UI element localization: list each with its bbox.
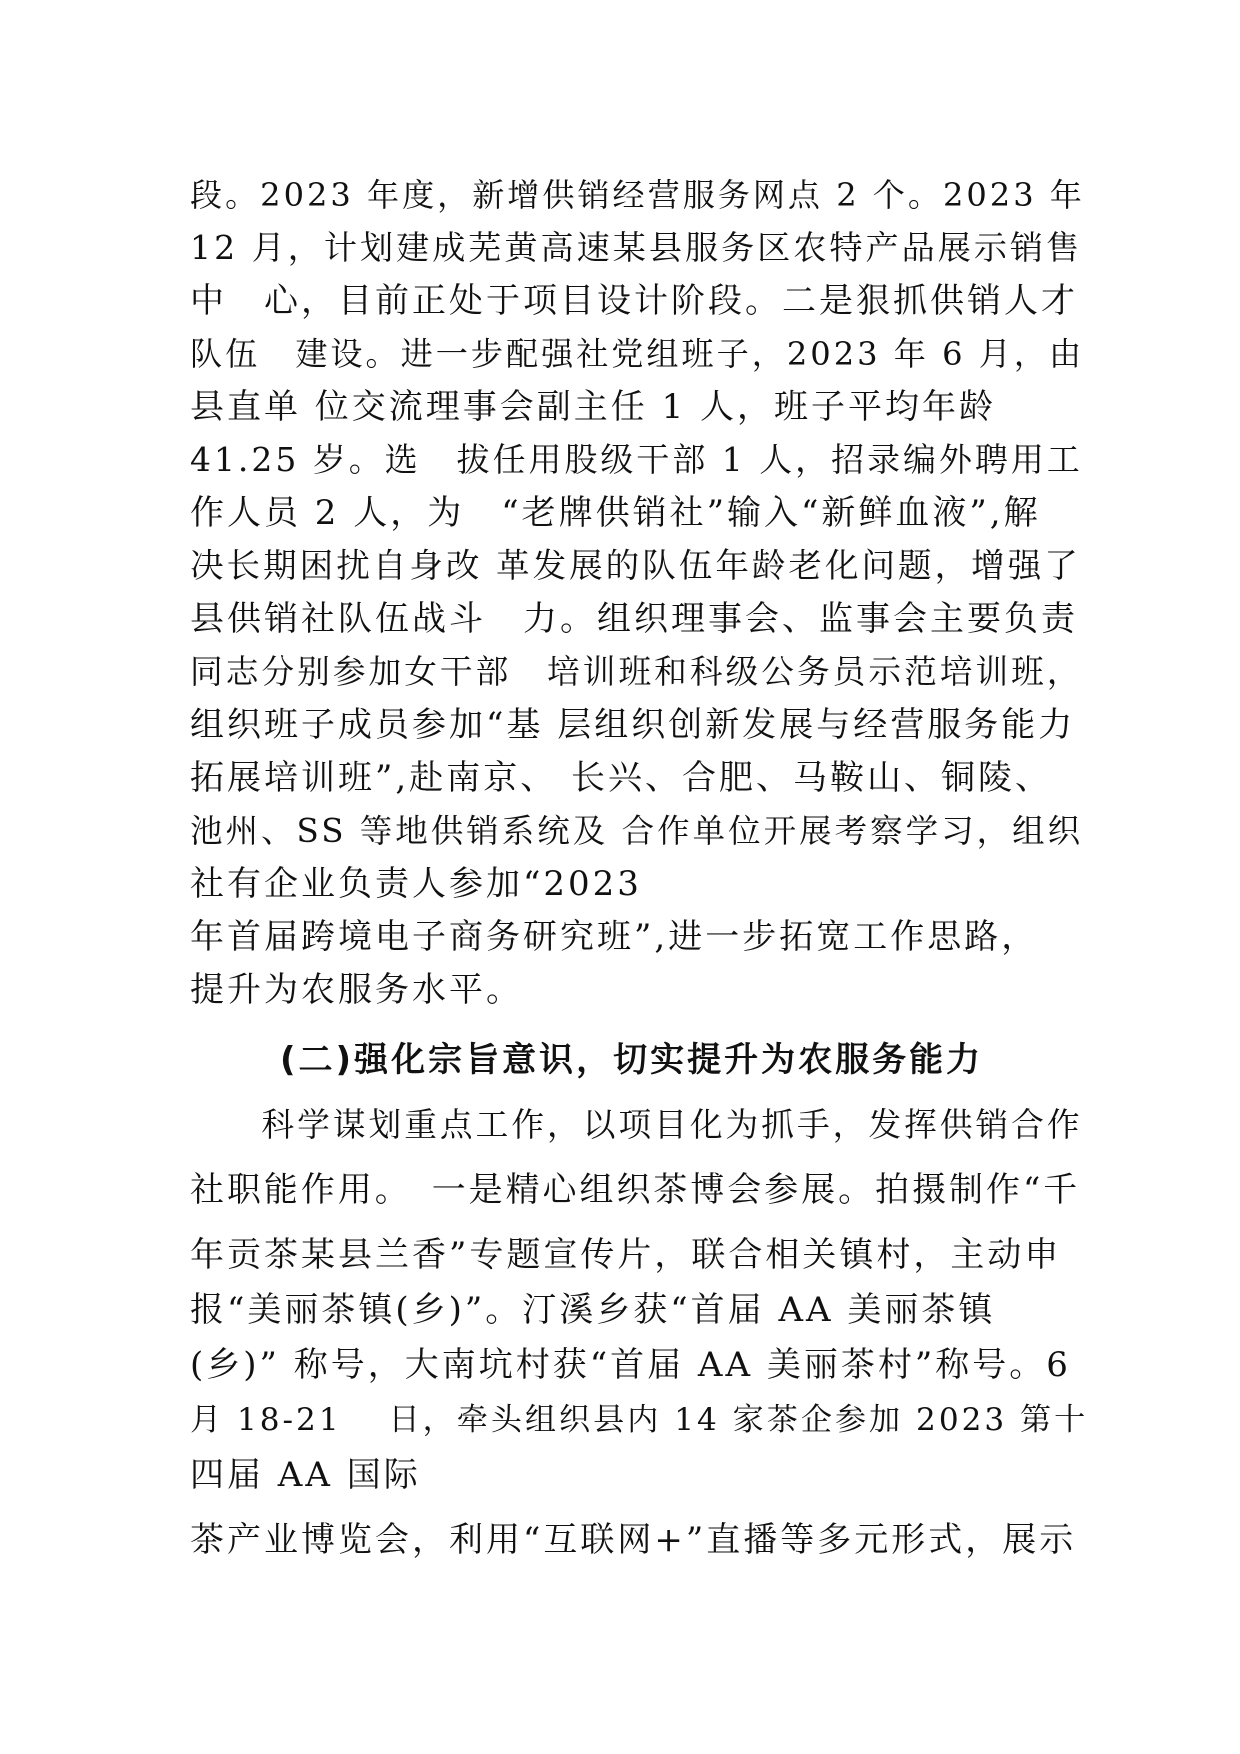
text-line: 月 18-21 日，牵头组织县内 14 家茶企参加 2023 第十 [190, 1402, 1089, 1438]
text-line: 年贡茶某县兰香”专题宣传片，联合相关镇村，主动申 [190, 1235, 1062, 1275]
text-line: 池州、SS 等地供销系统及 合作单位开展考察学习，组织 [190, 812, 1084, 850]
text-line: 四届 AA 国际 [190, 1455, 421, 1495]
text-line: 12 月，计划建成芜黄高速某县服务区农特产品展示销售 [190, 228, 1083, 267]
text-line: 年首届跨境电子商务研究班”,进一步拓宽工作思路， [190, 917, 1039, 957]
text-line: 段。2023 年度，新增供销经营服务网点 2 个。2023 年 [190, 176, 1085, 214]
text-line: 队伍 建设。进一步配强社党组班子，2023 年 6 月，由 [190, 335, 1085, 373]
text-line: 报“美丽茶镇(乡)”。汀溪乡获“首届 AA 美丽茶镇 [190, 1290, 996, 1330]
text-line: 41.25 岁。选 拔任用股级干部 1 人，招录编外聘用工 [190, 440, 1083, 479]
text-line: 同志分别参加女干部 培训班和科级公务员示范培训班， [190, 653, 1083, 691]
text-line: 茶产业博览会，利用“互联网+”直播等多元形式，展示 [190, 1520, 1077, 1560]
text-line: 作人员 2 人，为 “老牌供销社”输入“新鲜血液”,解 [190, 493, 1041, 533]
text-line: 县供销社队伍战斗 力。组织理事会、监事会主要负责 [190, 599, 1078, 639]
text-line: 拓展培训班”,赴南京、 长兴、合肥、马鞍山、铜陵、 [190, 758, 1052, 798]
text-line: 决长期困扰自身改 革发展的队伍年龄老化问题，增强了 [190, 546, 1081, 585]
text-line: 组织班子成员参加“基 层组织创新发展与经营服务能力 [190, 705, 1076, 745]
text-line: 社职能作用。 一是精心组织茶博会参展。拍摄制作“千 [190, 1170, 1081, 1210]
text-line: 社有企业负责人参加“2023 [190, 864, 642, 904]
text-line: 县直单 位交流理事会副主任 1 人，班子平均年龄 [190, 387, 997, 427]
text-line: 提升为农服务水平。 [190, 970, 523, 1010]
text-line: (乡)” 称号，大南坑村获“首届 AA 美丽茶村”称号。6 [190, 1345, 1071, 1385]
section-heading: (二)强化宗旨意识，切实提升为农服务能力 [280, 1040, 984, 1080]
text-line: 科学谋划重点工作，以项目化为抓手，发挥供销合作 [190, 1106, 1083, 1144]
text-line: 中 心，目前正处于项目设计阶段。二是狠抓供销人才 [190, 281, 1078, 321]
